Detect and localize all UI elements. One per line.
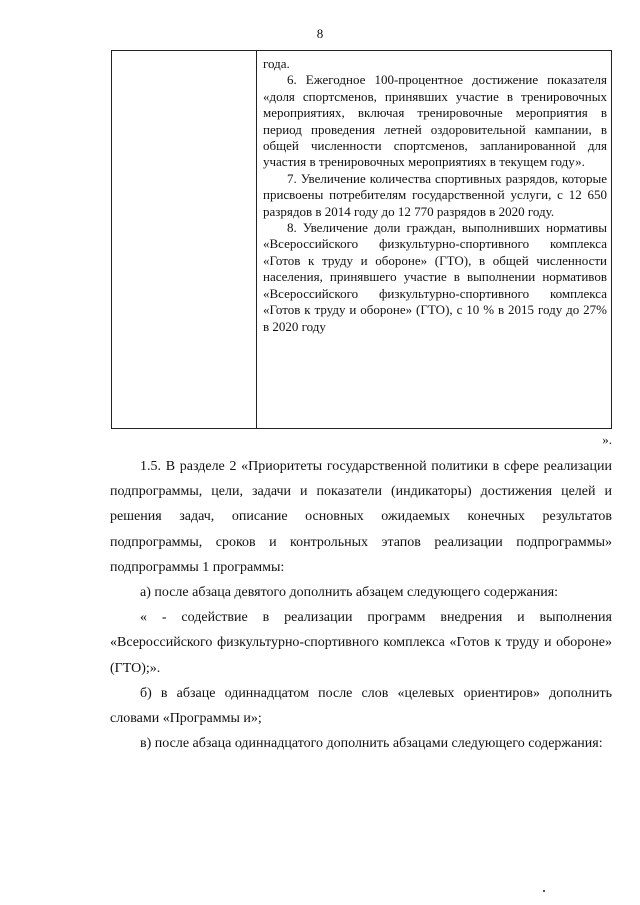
paragraph-1-5: 1.5. В разделе 2 «Приоритеты государственной политики в сфере реализации подпрограммы, цели, задачи и показатели (индикаторы) достижения целей и решения задач, описание основных ожидаемых конечных результатов подпрограммы, сроков и контрольных этапов реализации подпрограммы» подпрограммы 1 программы: [110,459,612,575]
table-closing-quote: ». [602,432,612,447]
table-cell-continuation: года. [263,56,290,71]
indicator-item-8: 8. Увеличение доли граждан, выполнивших нормативы «Всероссийского физкультурно-спортивного комплекса «Готов к труду и обороне» (ГТО), в общей численности населения, принявшего участие в выполнении нормативов «Всероссийского физкультурно-спортивного комплекса «Готов к труду и обороне» (ГТО), с 10 % в 2015 году до 27% в 2020 году [263,220,607,334]
paragraph-quote: « - содействие в реализации программ внедрения и выполнения «Всероссийского физкультурно-спортивного комплекса «Готов к труду и обороне» (ГТО);». [110,610,612,676]
table-column-divider [256,51,257,428]
indicators-table [111,50,612,429]
table-cell-indicators [263,56,607,335]
scan-mark [543,890,545,892]
paragraph-v: в) после абзаца одиннадцатого дополнить абзацами следующего содержания: [140,736,603,752]
paragraph-b: б) в абзаце одиннадцатом после слов «целевых ориентиров» дополнить словами «Программы и»; [110,685,612,727]
indicator-item-7: 7. Увеличение количества спортивных разрядов, которые присвоены потребителям государственной услуги, с 12 650 разрядов в 2014 году до 12 770 разрядов в 2020 году. [263,170,607,219]
paragraph-a: а) после абзаца девятого дополнить абзацем следующего содержания: [140,585,559,601]
document-body [110,454,612,756]
page-number: 8 [316,26,324,41]
indicator-item-6: 6. Ежегодное 100-процентное достижение показателя «доля спортсменов, принявших участие в тренировочных мероприятиях, включая тренировочные мероприятия в период проведения летней оздоровительной кампании, в общей численности спортсменов, запланированной для участия в тренировочных мероприятиях в текущем году». [263,72,607,170]
